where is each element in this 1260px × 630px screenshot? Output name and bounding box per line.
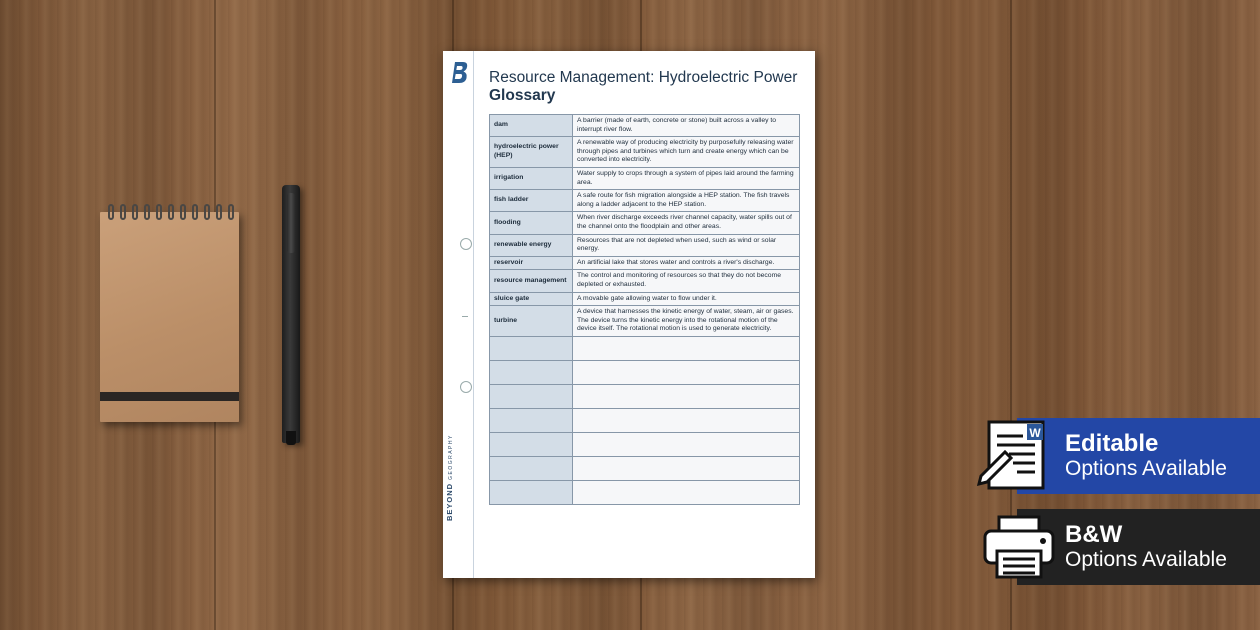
worksheet-title: Resource Management: Hydroelectric Power <box>489 69 798 86</box>
bw-badge-text <box>1065 521 1227 572</box>
glossary-term: renewable energy <box>490 234 573 256</box>
glossary-term: irrigation <box>490 167 573 189</box>
glossary-definition: Resources that are not depleted when used, such as wind or solar energy. <box>573 234 800 256</box>
glossary-row <box>490 137 800 168</box>
blank-glossary-row <box>490 360 800 384</box>
editable-badge-title: Editable <box>1065 430 1159 457</box>
glossary-term: resource management <box>490 270 573 292</box>
black-pen <box>279 185 303 445</box>
blank-glossary-row <box>490 336 800 360</box>
beyond-logo-icon <box>451 60 469 86</box>
editable-options-badge[interactable] <box>1017 418 1260 494</box>
glossary-definition: A movable gate allowing water to flow under it. <box>573 292 800 306</box>
blank-definition-cell <box>573 408 800 432</box>
notepad-spiral-rings <box>108 204 234 222</box>
blank-term-cell <box>490 336 573 360</box>
glossary-term: fish ladder <box>490 190 573 212</box>
glossary-row <box>490 190 800 212</box>
blank-definition-cell <box>573 384 800 408</box>
glossary-row <box>490 256 800 270</box>
glossary-definition: An artificial lake that stores water and controls a river's discharge. <box>573 256 800 270</box>
glossary-definition: When river discharge exceeds river channel capacity, water spills out of the channel onto the floodplain and other areas. <box>573 212 800 234</box>
worksheet-subtitle: Glossary <box>489 87 556 104</box>
glossary-definition: A renewable way of producing electricity by purposefully releasing water through pipes and turbines which turn and create energy which can be converted into electricity. <box>573 137 800 168</box>
glossary-definition: A safe route for fish migration alongside a HEP station. The fish travels along a ladder adjacent to the HEP station. <box>573 190 800 212</box>
blank-glossary-row <box>490 408 800 432</box>
glossary-row <box>490 292 800 306</box>
glossary-term: reservoir <box>490 256 573 270</box>
blank-definition-cell <box>573 480 800 504</box>
notepad-cover <box>100 212 239 422</box>
printer-icon <box>981 515 1057 581</box>
glossary-row <box>490 234 800 256</box>
brand-vertical-label: BEYONDGEOGRAPHY <box>445 434 454 521</box>
word-document-edit-icon <box>975 416 1057 496</box>
blank-glossary-row <box>490 456 800 480</box>
editable-badge-subtitle: Options Available <box>1065 457 1227 480</box>
bw-badge-subtitle: Options Available <box>1065 548 1227 571</box>
blank-definition-cell <box>573 336 800 360</box>
blank-glossary-row <box>490 384 800 408</box>
glossary-definition: Water supply to crops through a system of pipes laid around the farming area. <box>573 167 800 189</box>
bw-options-badge[interactable] <box>1017 509 1260 585</box>
glossary-worksheet <box>443 51 815 578</box>
sheet-margin-line <box>473 51 474 578</box>
blank-definition-cell <box>573 456 800 480</box>
blank-definition-cell <box>573 432 800 456</box>
punch-hole <box>460 381 472 393</box>
blank-term-cell <box>490 360 573 384</box>
glossary-row <box>490 306 800 337</box>
glossary-definition: A device that harnesses the kinetic energy of water, steam, air or gases. The device turns the kinetic energy into the rotational motion of the device itself. The rotational motion is used to generate electricity. <box>573 306 800 337</box>
spiral-notepad <box>100 208 239 422</box>
bw-badge-title: B&W <box>1065 521 1123 548</box>
glossary-definition: A barrier (made of earth, concrete or stone) built across a valley to interrupt river flow. <box>573 115 800 137</box>
glossary-row <box>490 115 800 137</box>
glossary-term: dam <box>490 115 573 137</box>
glossary-term: flooding <box>490 212 573 234</box>
glossary-term: sluice gate <box>490 292 573 306</box>
blank-glossary-row <box>490 432 800 456</box>
glossary-term: turbine <box>490 306 573 337</box>
blank-term-cell <box>490 432 573 456</box>
blank-term-cell <box>490 384 573 408</box>
blank-term-cell <box>490 408 573 432</box>
blank-glossary-row <box>490 480 800 504</box>
glossary-row <box>490 167 800 189</box>
punch-hole <box>460 238 472 250</box>
blank-term-cell <box>490 456 573 480</box>
blank-term-cell <box>490 480 573 504</box>
notepad-elastic-band <box>100 392 239 401</box>
glossary-row <box>490 270 800 292</box>
fold-mark <box>462 316 468 317</box>
blank-definition-cell <box>573 360 800 384</box>
svg-text:W: W <box>1029 426 1041 440</box>
glossary-table <box>489 114 800 505</box>
glossary-term: hydroelectric power (HEP) <box>490 137 573 168</box>
glossary-row <box>490 212 800 234</box>
editable-badge-text <box>1065 430 1227 481</box>
glossary-definition: The control and monitoring of resources so that they do not become depleted or exhausted. <box>573 270 800 292</box>
